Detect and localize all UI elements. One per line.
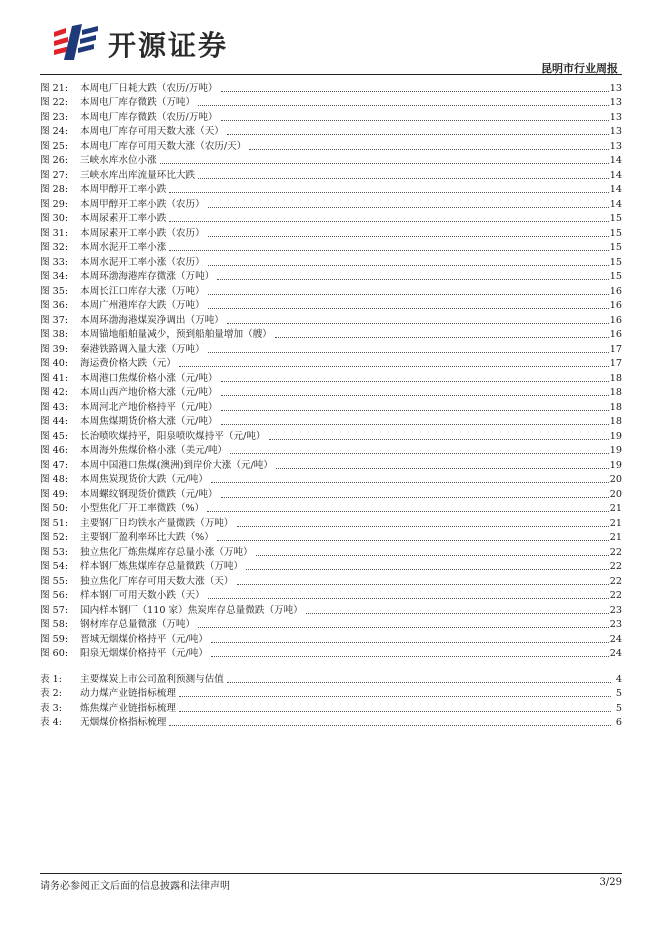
toc-entry[interactable] bbox=[40, 385, 622, 400]
toc-entry-number: 表 3: bbox=[40, 702, 62, 714]
toc-leader-dots bbox=[246, 569, 609, 570]
toc-entry[interactable] bbox=[40, 530, 622, 545]
toc-entry-page: 17 bbox=[609, 358, 622, 369]
toc-entry-title: 独立焦化厂库存可用天数大涨（天） bbox=[80, 575, 234, 587]
toc-entry-title: 三峡水库水位小涨 bbox=[80, 155, 157, 166]
toc-leader-dots bbox=[169, 725, 611, 726]
toc-entry[interactable] bbox=[40, 356, 622, 371]
toc-entry-title: 本周电厂库存微跌（农历/万吨） bbox=[80, 111, 218, 123]
toc-leader-dots bbox=[227, 134, 609, 135]
toc-entry-title: 本周河北产地价格持平（元/吨） bbox=[80, 401, 218, 413]
toc-entry-page: 13 bbox=[609, 126, 622, 137]
toc-leader-dots bbox=[276, 468, 609, 469]
toc-leader-dots bbox=[198, 105, 609, 106]
toc-entry-title: 钢材库存总量微涨（万吨） bbox=[80, 619, 196, 630]
toc-leader-dots bbox=[179, 711, 611, 712]
toc-entry-title: 动力煤产业链指标梳理 bbox=[80, 688, 176, 699]
toc-entry-title: 本周环渤海港煤炭净调出（万吨） bbox=[80, 314, 224, 326]
toc-entry[interactable] bbox=[40, 95, 622, 110]
toc-leader-dots bbox=[221, 395, 609, 396]
toc-leader-dots bbox=[211, 656, 609, 657]
header-divider bbox=[40, 74, 622, 75]
toc-entry-number: 图 27: bbox=[40, 169, 69, 181]
toc-entry[interactable] bbox=[40, 457, 622, 472]
toc-entry[interactable] bbox=[40, 341, 622, 356]
toc-entry[interactable] bbox=[40, 631, 622, 646]
toc-leader-dots bbox=[221, 120, 609, 121]
toc-entry-title: 本周甲醇开工率小跌 bbox=[80, 184, 167, 195]
toc-entry-number: 图 41: bbox=[40, 372, 69, 384]
toc-entry[interactable] bbox=[40, 370, 622, 385]
toc-entry-title: 本周甲醇开工率小跌（农历） bbox=[80, 198, 205, 210]
toc-entry-title: 本周长江口库存大涨（万吨） bbox=[80, 285, 205, 297]
toc-leader-dots bbox=[306, 613, 609, 614]
toc-entry-number: 图 25: bbox=[40, 140, 69, 152]
toc-entry-title: 长治喷吹煤持平，阳泉喷吹煤持平（元/吨） bbox=[80, 430, 266, 442]
toc-leader-dots bbox=[269, 439, 609, 440]
toc-entry-number: 图 42: bbox=[40, 387, 69, 398]
toc-leader-dots bbox=[217, 540, 609, 541]
toc-entry-number: 图 26: bbox=[40, 155, 69, 166]
toc-entry[interactable] bbox=[40, 486, 622, 501]
toc-entry-page: 4 bbox=[615, 673, 622, 685]
toc-entry-page: 14 bbox=[609, 198, 622, 210]
toc-leader-dots bbox=[237, 584, 609, 585]
toc-entry-page: 19 bbox=[609, 459, 622, 471]
toc-leader-dots bbox=[169, 221, 608, 222]
toc-entry-title: 本周螺纹钢现货价微跌（元/吨） bbox=[80, 488, 218, 500]
toc-entry-number: 图 22: bbox=[40, 97, 69, 108]
toc-entry-page: 19 bbox=[609, 445, 622, 456]
toc-entry[interactable] bbox=[40, 588, 622, 603]
toc-entry-title: 本周环渤海港库存微涨（万吨） bbox=[80, 271, 215, 282]
toc-entry[interactable] bbox=[40, 617, 622, 632]
toc-entry-number: 图 34: bbox=[40, 271, 69, 282]
toc-entry[interactable] bbox=[40, 544, 622, 559]
toc-entry-number: 图 29: bbox=[40, 198, 69, 210]
toc-entry-number: 图 52: bbox=[40, 532, 69, 543]
toc-entry-title: 秦港铁路调入量大涨（万吨） bbox=[80, 343, 205, 355]
toc-entry-page: 18 bbox=[609, 387, 622, 398]
toc-leader-dots bbox=[256, 555, 609, 556]
toc-entry-number: 图 38: bbox=[40, 329, 69, 340]
toc-entry-page: 15 bbox=[609, 242, 622, 253]
toc-entry[interactable] bbox=[40, 254, 622, 269]
toc-entry-page: 21 bbox=[609, 517, 622, 529]
toc-entry[interactable] bbox=[40, 327, 622, 342]
toc-leader-dots bbox=[221, 381, 609, 382]
toc-leader-dots bbox=[221, 410, 609, 411]
toc-entry[interactable] bbox=[40, 269, 622, 284]
toc-entry-page: 13 bbox=[609, 111, 622, 123]
toc-entry-title: 本周海外焦煤价格小涨（美元/吨） bbox=[80, 445, 228, 456]
toc-entry[interactable] bbox=[40, 124, 622, 139]
toc-entry-number: 图 30: bbox=[40, 213, 69, 224]
toc-entry-number: 图 24: bbox=[40, 126, 69, 137]
toc-entry-title: 三峡水库出库流量环比大跌 bbox=[80, 169, 196, 181]
toc-leader-dots bbox=[208, 598, 609, 599]
toc-entry-title: 小型焦化厂开工率微跌（%） bbox=[80, 503, 205, 514]
toc-leader-dots bbox=[237, 526, 609, 527]
toc-entry-number: 图 33: bbox=[40, 256, 69, 268]
toc-entry[interactable] bbox=[40, 182, 622, 197]
toc-leader-dots bbox=[211, 642, 609, 643]
toc-leader-dots bbox=[179, 366, 609, 367]
toc-entry-title: 本周焦煤期货价格大涨（元/吨） bbox=[80, 416, 218, 427]
toc-entry[interactable] bbox=[40, 414, 622, 429]
toc-entry-title: 本周锚地船舶量减少，预到船舶量增加（艘） bbox=[80, 329, 272, 340]
toc-entry-title: 样本钢厂炼焦煤库存总量微跌（万吨） bbox=[80, 561, 244, 572]
toc-entry[interactable] bbox=[40, 501, 622, 516]
toc-entry-number: 图 32: bbox=[40, 242, 69, 253]
toc-entry[interactable] bbox=[40, 153, 622, 168]
table-index bbox=[40, 671, 622, 729]
toc-entry-title: 本周广州港库存大跌（万吨） bbox=[80, 300, 205, 311]
toc-entry[interactable] bbox=[40, 196, 622, 211]
toc-entry-title: 样本钢厂可用天数小跌（天） bbox=[80, 590, 205, 601]
toc-entry-title: 无烟煤价格指标梳理 bbox=[80, 717, 167, 728]
toc-entry-title: 主要钢厂盈利率环比大跌（%） bbox=[80, 532, 214, 543]
toc-entry-page: 24 bbox=[609, 648, 622, 659]
toc-entry-number: 图 56: bbox=[40, 590, 69, 601]
toc-entry-number: 图 53: bbox=[40, 546, 69, 558]
toc-entry-number: 图 28: bbox=[40, 184, 69, 195]
toc-leader-dots bbox=[169, 192, 608, 193]
brand-logo-icon bbox=[52, 22, 100, 62]
toc-entry-number: 图 59: bbox=[40, 633, 69, 645]
toc-entry-title: 本周电厂库存可用天数大涨（天） bbox=[80, 126, 224, 137]
toc-entry-page: 14 bbox=[609, 155, 622, 166]
toc-entry-title: 本周水泥开工率小涨（农历） bbox=[80, 256, 205, 268]
toc-entry-page: 13 bbox=[609, 97, 622, 108]
toc-entry-page: 24 bbox=[609, 633, 622, 645]
toc-leader-dots bbox=[198, 178, 609, 179]
toc-entry[interactable] bbox=[40, 312, 622, 327]
toc-leader-dots bbox=[179, 696, 611, 697]
toc-entry[interactable] bbox=[40, 700, 622, 715]
toc-entry-page: 15 bbox=[609, 256, 622, 268]
footer-divider bbox=[40, 873, 622, 874]
toc-entry-title: 晋城无烟煤价格持平（元/吨） bbox=[80, 633, 208, 645]
toc-entry[interactable] bbox=[40, 109, 622, 124]
toc-entry-number: 图 57: bbox=[40, 604, 69, 616]
toc-entry-title: 本周山西产地价格大涨（元/吨） bbox=[80, 387, 218, 398]
toc-entry[interactable] bbox=[40, 472, 622, 487]
toc-leader-dots bbox=[208, 265, 609, 266]
toc-entry-page: 19 bbox=[609, 430, 622, 442]
toc-entry[interactable] bbox=[40, 671, 622, 686]
toc-entry-number: 表 2: bbox=[40, 688, 62, 699]
toc-entry-number: 图 58: bbox=[40, 619, 69, 630]
toc-entry-number: 图 55: bbox=[40, 575, 69, 587]
toc-entry-number: 图 37: bbox=[40, 314, 69, 326]
toc-leader-dots bbox=[208, 207, 609, 208]
toc-entry-number: 图 60: bbox=[40, 648, 69, 659]
toc-entry-page: 18 bbox=[609, 416, 622, 427]
toc-entry-number: 图 21: bbox=[40, 82, 69, 94]
toc-entry[interactable] bbox=[40, 240, 622, 255]
toc-entry-page: 16 bbox=[609, 285, 622, 297]
toc-leader-dots bbox=[198, 627, 609, 628]
toc-entry-page: 6 bbox=[615, 717, 622, 728]
report-type: 昆明市行业周报 bbox=[541, 62, 618, 75]
toc-entry-number: 图 49: bbox=[40, 488, 69, 500]
toc-entry[interactable] bbox=[40, 211, 622, 226]
toc-leader-dots bbox=[208, 308, 609, 309]
toc-leader-dots bbox=[230, 453, 609, 454]
toc-entry-page: 15 bbox=[609, 271, 622, 282]
toc-entry[interactable] bbox=[40, 225, 622, 240]
toc-entry-number: 图 47: bbox=[40, 459, 69, 471]
toc-entry-title: 本周水泥开工率小涨 bbox=[80, 242, 167, 253]
footer-disclaimer: 请务必参阅正文后面的信息披露和法律声明 bbox=[40, 881, 230, 892]
toc-entry[interactable] bbox=[40, 715, 622, 730]
toc-entry-number: 图 43: bbox=[40, 401, 69, 413]
toc-entry-title: 本周尿素开工率小跌 bbox=[80, 213, 167, 224]
toc-entry-page: 22 bbox=[609, 575, 622, 587]
toc-entry[interactable] bbox=[40, 283, 622, 298]
toc-entry[interactable] bbox=[40, 167, 622, 182]
toc-entry-title: 本周中国港口焦煤(澳洲)到岸价大涨（元/吨） bbox=[80, 459, 273, 471]
toc-entry-number: 图 39: bbox=[40, 343, 69, 355]
toc-entry-title: 主要钢厂日均铁水产量微跌（万吨） bbox=[80, 517, 234, 529]
toc-entry-number: 图 45: bbox=[40, 430, 69, 442]
toc-entry-number: 图 44: bbox=[40, 416, 69, 427]
toc-entry-page: 17 bbox=[609, 343, 622, 355]
toc-entry-number: 图 35: bbox=[40, 285, 69, 297]
toc-entry-title: 本周电厂库存可用天数大涨（农历/天） bbox=[80, 140, 247, 152]
toc-entry-page: 22 bbox=[609, 546, 622, 558]
toc-entry[interactable] bbox=[40, 80, 622, 95]
toc-entry-title: 本周港口焦煤价格小涨（元/吨） bbox=[80, 372, 218, 384]
toc-entry-number: 图 48: bbox=[40, 474, 69, 485]
toc-leader-dots bbox=[221, 424, 609, 425]
toc-entry-page: 16 bbox=[609, 300, 622, 311]
toc-entry-page: 22 bbox=[609, 590, 622, 601]
toc-entry[interactable] bbox=[40, 399, 622, 414]
toc-leader-dots bbox=[221, 497, 609, 498]
toc-entry[interactable] bbox=[40, 602, 622, 617]
toc-entry-title: 本周尿素开工率小跌（农历） bbox=[80, 227, 205, 239]
toc-entry-page: 16 bbox=[609, 314, 622, 326]
toc-leader-dots bbox=[160, 163, 609, 164]
toc-entry-page: 14 bbox=[609, 169, 622, 181]
toc-leader-dots bbox=[217, 279, 608, 280]
toc-entry-page: 22 bbox=[609, 561, 622, 572]
figure-index bbox=[40, 80, 622, 660]
toc-entry-title: 本周电厂库存微跌（万吨） bbox=[80, 97, 196, 108]
toc-entry-title: 海运费价格大跌（元） bbox=[80, 358, 176, 369]
toc-entry-page: 20 bbox=[609, 474, 622, 485]
toc-entry[interactable] bbox=[40, 573, 622, 588]
toc-entry-title: 阳泉无烟煤价格持平（元/吨） bbox=[80, 648, 208, 659]
toc-entry-page: 5 bbox=[615, 688, 622, 699]
toc-entry-page: 14 bbox=[609, 184, 622, 195]
toc-entry-number: 图 31: bbox=[40, 227, 69, 239]
toc-entry-title: 本周电厂日耗大跌（农历/万吨） bbox=[80, 82, 218, 94]
toc-entry-number: 图 46: bbox=[40, 445, 69, 456]
toc-entry-number: 图 23: bbox=[40, 111, 69, 123]
toc-entry[interactable] bbox=[40, 686, 622, 701]
toc-entry-page: 21 bbox=[609, 532, 622, 543]
toc-entry-title: 独立焦化厂炼焦煤库存总量小涨（万吨） bbox=[80, 546, 253, 558]
toc-leader-dots bbox=[249, 149, 608, 150]
toc-entry-title: 炼焦煤产业链指标梳理 bbox=[80, 702, 176, 714]
toc-entry[interactable] bbox=[40, 138, 622, 153]
toc-leader-dots bbox=[275, 337, 609, 338]
toc-entry[interactable] bbox=[40, 298, 622, 313]
toc-leader-dots bbox=[211, 482, 609, 483]
toc-entry-page: 18 bbox=[609, 372, 622, 384]
toc-entry[interactable] bbox=[40, 646, 622, 661]
toc-entry-number: 表 1: bbox=[40, 673, 62, 685]
toc-entry-title: 主要煤炭上市公司盈利预测与估值 bbox=[80, 673, 224, 685]
toc-leader-dots bbox=[208, 236, 609, 237]
toc-entry-page: 23 bbox=[609, 619, 622, 630]
toc-entry-number: 图 51: bbox=[40, 517, 69, 529]
brand-name: 开源证券 bbox=[108, 29, 229, 62]
toc-entry[interactable] bbox=[40, 428, 622, 443]
toc-entry-number: 图 54: bbox=[40, 561, 69, 572]
toc-leader-dots bbox=[208, 294, 609, 295]
toc-entry-title: 本周焦炭现货价大跌（元/吨） bbox=[80, 474, 208, 485]
toc-leader-dots bbox=[227, 682, 611, 683]
page-number: 3/29 bbox=[599, 877, 622, 888]
toc-entry[interactable] bbox=[40, 515, 622, 530]
toc-entry-page: 21 bbox=[609, 503, 622, 514]
toc-entry-number: 图 36: bbox=[40, 300, 69, 311]
toc-entry[interactable] bbox=[40, 559, 622, 574]
toc-entry-page: 15 bbox=[609, 227, 622, 239]
toc-leader-dots bbox=[227, 323, 609, 324]
toc-entry-number: 表 4: bbox=[40, 717, 62, 728]
toc-entry[interactable] bbox=[40, 443, 622, 458]
toc-leader-dots bbox=[169, 250, 608, 251]
toc-entry-page: 23 bbox=[609, 604, 622, 616]
toc-leader-dots bbox=[207, 511, 609, 512]
toc-entry-page: 20 bbox=[609, 488, 622, 500]
toc-entry-page: 15 bbox=[609, 213, 622, 224]
brand-logo bbox=[52, 22, 252, 62]
toc-leader-dots bbox=[208, 352, 609, 353]
toc-entry-page: 18 bbox=[609, 401, 622, 413]
toc-entry-number: 图 40: bbox=[40, 358, 69, 369]
toc-entry-number: 图 50: bbox=[40, 503, 69, 514]
toc-entry-page: 5 bbox=[615, 702, 622, 714]
toc-entry-page: 13 bbox=[609, 82, 622, 94]
page-header bbox=[0, 0, 662, 75]
toc-entry-title: 国内样本钢厂（110 家）焦炭库存总量微跌（万吨） bbox=[80, 604, 303, 616]
toc-entry-page: 16 bbox=[609, 329, 622, 340]
toc-leader-dots bbox=[221, 91, 609, 92]
toc-entry-page: 13 bbox=[609, 140, 622, 152]
